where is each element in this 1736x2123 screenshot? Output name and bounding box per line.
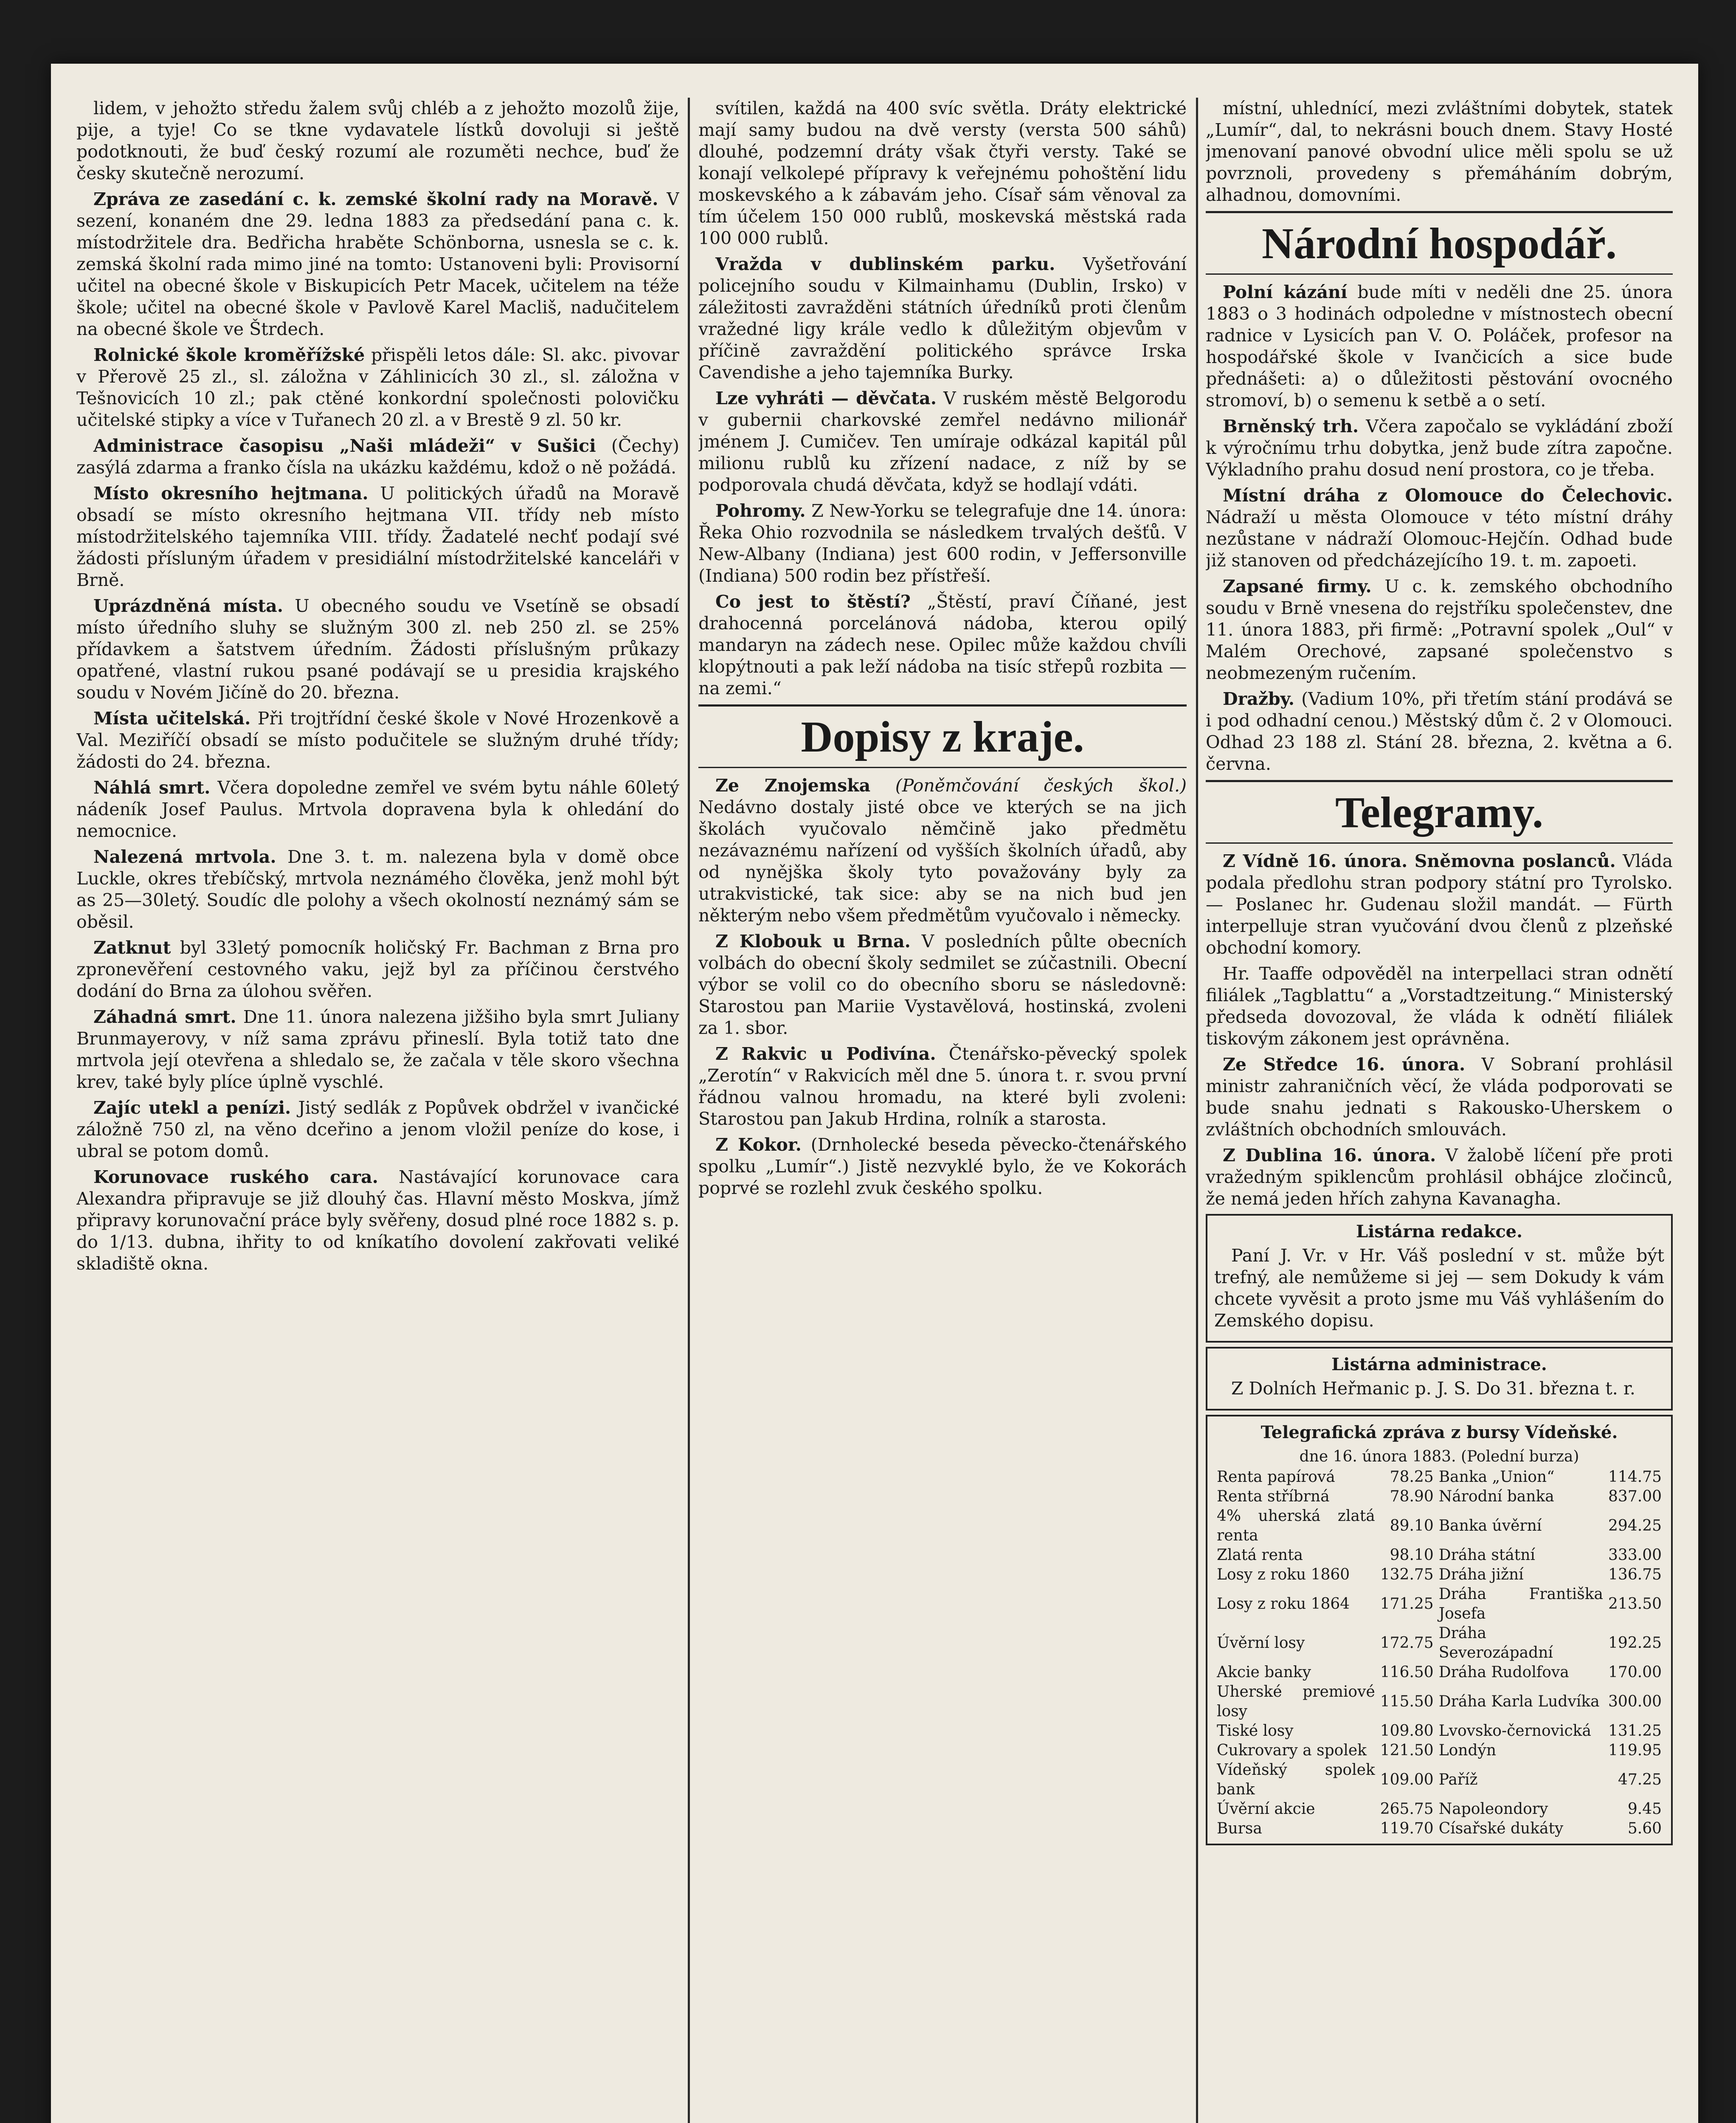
article-nahla bbox=[76, 777, 679, 842]
column-left bbox=[76, 98, 679, 2123]
security-price: 132.75 bbox=[1380, 1566, 1434, 1583]
article-title: Záhadná smrt. bbox=[93, 1007, 236, 1027]
security-name: Dráha Karla Ludvíka bbox=[1438, 1693, 1600, 1710]
security-name: Akcie banky bbox=[1217, 1664, 1311, 1681]
article-kromeriz bbox=[76, 344, 679, 431]
article-body: Dne 3. t. m. nalezena byla v domě obce Luckle, okres třebíčský, mrtvola neznámého člověka, jenž mohl být as 25—30letý. Soudíc dle polohy a všech okolností neznámý sám se oběsil. bbox=[76, 847, 679, 932]
article-body: V žalobě líčení pře proti vražedným spiklencům prohlásil obhájce zločinců, že nemá jeden hřích zahyna Kavanagha. bbox=[1206, 1145, 1673, 1209]
table-row bbox=[1214, 1487, 1664, 1506]
section-headline: Dopisy z kraje. bbox=[801, 712, 1084, 761]
article-zahadna bbox=[76, 1006, 679, 1093]
security-price: 114.75 bbox=[1608, 1468, 1662, 1486]
article-body: byl 33letý pomocník holičský Fr. Bachman z Brna pro zpronevěření cestovného vaku, jejž byl za příčinou čerstvého dodání do Brna za úlohou svěřen. bbox=[76, 938, 679, 1001]
article-title: Nalezená mrtvola. bbox=[93, 847, 276, 867]
article-title: Místní dráha z Olomouce do Čelechovic. bbox=[1223, 485, 1673, 506]
article-title: Korunovace ruského cara. bbox=[93, 1167, 378, 1187]
intro-paragraph: svítilen, každá na 400 svíc světla. Dráty elektrické mají samy budou na dvě versty (versta 500 sáhů) dlouhé, podzemní dráty však čtyři versty. Také se konají velkolepé přípravy k veřejnému pohoštění lidu moskevského a k zábavám jeho. Císař sám věnoval za tím účelem 150 000 rublů, moskevská městská rada 100 000 rublů. bbox=[698, 98, 1187, 248]
article-title: Rolnické škole kroměřížské bbox=[93, 345, 365, 365]
article-body: bude míti v neděli dne 25. února 1883 o 3 hodinách odpoledne v místnostech obecní radnice v Lysicích pan V. O. Poláček, profesor na hospodářské škole v Ivančicích a sice bude přednášeti: a) o důležitosti pěstování ovocného stromoví, b) o semenu k setbě a o setí. bbox=[1206, 282, 1673, 411]
article-body: „Štěstí, praví Číňané, jest drahocenná porcelánová nádoba, kterou opilý mandaryn na zádech nese. Opilec může každou chvíli klopýtnouti a pak leží nádoba na tisíc střepů rozbita — na zemi.“ bbox=[698, 591, 1187, 698]
security-name: Banka „Union“ bbox=[1438, 1468, 1555, 1486]
article-zajic bbox=[76, 1097, 679, 1162]
table-row bbox=[1214, 1760, 1664, 1799]
box-body: Z Dolních Heřmanic p. J. S. Do 31. března t. r. bbox=[1231, 1378, 1635, 1399]
article-lze bbox=[698, 388, 1187, 496]
article-title: Ze Středce 16. února. bbox=[1223, 1054, 1466, 1075]
article-body: Nádraží u města Olomouce v této místní dráhy nezůstane v nádraží Olomouc-Hejčín. Odhad bude již stanoven od předcházejícího 19. t. m. zapoeti. bbox=[1206, 507, 1673, 571]
article-stesti bbox=[698, 591, 1187, 699]
article-title: Z Vídně 16. února. bbox=[1223, 851, 1408, 871]
article-polni bbox=[1206, 282, 1673, 411]
security-price: 119.70 bbox=[1380, 1820, 1434, 1837]
article-zatknut bbox=[76, 937, 679, 1002]
box-date: dne 16. února 1883. (Polední burza) bbox=[1299, 1448, 1579, 1465]
article-body: Z New-Yorku se telegrafuje dne 14. února: Řeka Ohio rozvodnila se následkem trvalých dešťů. V New-Albany (Indiana) jest 600 rodin, v Jeffersonville (Indiana) 500 rodin bez přístřeší. bbox=[698, 501, 1187, 586]
security-price: 300.00 bbox=[1608, 1693, 1662, 1710]
intro-paragraph: místní, uhlednící, mezi zvláštními dobytek, statek „Lumír“, dal, to nekrásni bouch dnem. Stavy Hosté jmenovaní panové obvodní ulice měli spolu se už povrznoli, provedeny s přemáháním dobrým, alhadnou, domovními. bbox=[1206, 98, 1673, 205]
article-title: Polní kázání bbox=[1223, 282, 1348, 302]
article-body: U c. k. zemského obchodního soudu v Brně vnesena do rejstříku společenstev, dne 11. února 1883, při firmě: „Potravní spolek „Oul“ v Malém Orechové, zapsané společenstvo s neobmezeným ručením. bbox=[1206, 576, 1673, 683]
security-price: 9.45 bbox=[1627, 1800, 1662, 1818]
security-price: 192.25 bbox=[1608, 1634, 1662, 1652]
article-body: V posledních půlte obecních volbách do obecní školy sedmilet se zúčastnili. Obecní výbor se volil co do obecního sboru se následovně: Starostou pan Mariie Vystavělová, hostinská, zvoleni za 1. sbor. bbox=[698, 931, 1187, 1038]
article-title: Z Kokor. bbox=[715, 1135, 802, 1155]
column-divider bbox=[688, 98, 690, 2123]
article-vidne bbox=[1206, 850, 1673, 959]
article-title: Ze Znojemska bbox=[715, 775, 871, 796]
security-price: 121.50 bbox=[1380, 1742, 1434, 1759]
article-title: Místo okresního hejtmana. bbox=[93, 483, 369, 504]
section-headline: Telegramy. bbox=[1335, 788, 1544, 837]
security-name: Vídeňský spolek bank bbox=[1217, 1761, 1375, 1798]
article-admin bbox=[76, 435, 679, 479]
security-name: 4% uherská zlatá renta bbox=[1217, 1507, 1375, 1544]
article-rakvice bbox=[698, 1043, 1187, 1130]
article-body: Vláda podala předlohu stran podpory státní pro Tyrolsko. — Poslanec hr. Gudenau složil mandát. — Fürth interpelluje stran vyučování dvou členů z plzeňské obchodní komory. bbox=[1206, 851, 1673, 958]
article-dublin bbox=[1206, 1145, 1673, 1210]
article-title: Administrace časopisu „Naši mládeži“ v Sušici bbox=[93, 436, 596, 456]
article-title: Zpráva ze zasedání c. k. zemské školní rady na Moravě. bbox=[93, 189, 658, 209]
security-name: Zlatá renta bbox=[1217, 1546, 1303, 1564]
security-name: Londýn bbox=[1438, 1742, 1497, 1759]
article-body: Včera dopoledne zemřel ve svém bytu náhle 60letý nádeník Josef Paulus. Mrtvola dopravena byla k ohledání do nemocnice. bbox=[76, 777, 679, 841]
article-body: V sezení, konaném dne 29. ledna 1883 za předsedání pana c. k. místodržitele dra. Bedřicha hraběte Schönborna, usnesla se c. k. zemská školní rada mimo jiné na tomto: Ustanoveni byli: Provisorní učitel na obecné škole v Biskupicích Petr Macek, učitelem na téže škole; učitel na obecné škole v Pavlově Karel Macliš, nadučitelem na obecné škole ve Štrdech. bbox=[76, 189, 679, 339]
column-middle bbox=[698, 98, 1187, 2123]
security-name: Lvovsko-černovická bbox=[1438, 1722, 1591, 1740]
table-row bbox=[1214, 1467, 1664, 1487]
box-body: Paní J. Vr. v Hr. Váš poslední v st. může být trefný, ale nemůžeme si jej — sem Dokudy k vám chcete vyvěsit a proto jsme mu Váš vyhlášením do Zemského dopisu. bbox=[1214, 1245, 1664, 1331]
security-price: 265.75 bbox=[1380, 1800, 1434, 1818]
article-body: V Sobraní prohlásil ministr zahraničních věcí, že vláda podporovati se bude snahu jednati s Rakousko-Uherskem o zvláštních obchodních smlouvách. bbox=[1206, 1054, 1673, 1140]
security-price: 78.90 bbox=[1390, 1488, 1434, 1505]
security-price: 89.10 bbox=[1390, 1517, 1434, 1535]
security-name: Bursa bbox=[1217, 1820, 1262, 1837]
article-body: U obecného soudu ve Vsetíně se obsadí místo úředního sluhy se služným 300 zl. neb 250 zl. se 25% přídavkem a šatstvem úředním. Žádosti příslušným průkazy opatřené, vlastní rukou psané podávají se u presidia krajského soudu v Novém Jičíně do 20. března. bbox=[76, 596, 679, 703]
article-nalezena bbox=[76, 846, 679, 933]
table-row bbox=[1214, 1819, 1664, 1839]
article-body: Včera započalo se vykládání zboží k výročnímu trhu dobytka, jenž bude zítra započne. Výkladního prahu dosud není prostora, co je třeba. bbox=[1206, 416, 1673, 480]
article-body: Nastávající korunovace cara Alexandra připravuje se již dlouhý čas. Hlavní město Moskva, jímž připravy korunovační práce byly svěřeny, dosud plné roce 1882 s. p. do 1/13. dubna, ihřity to od kníkatího dovolení zakřovati veliké skladiště okna. bbox=[76, 1167, 679, 1274]
article-body: Dne 11. února nalezena jižšiho byla smrt Juliany Brunmayerovy, v níž sama zprávu přineslí. Byla totiž tato dne mrtvola její otevřena a shledalo se, že začala v těle skoro všechna krev, také byly plíce úplně vyschlé. bbox=[76, 1007, 679, 1092]
security-name: Losy z roku 1864 bbox=[1217, 1595, 1350, 1613]
security-name: Dráha Františka Josefa bbox=[1438, 1585, 1604, 1622]
security-price: 172.75 bbox=[1380, 1634, 1434, 1652]
security-price: 131.25 bbox=[1608, 1722, 1662, 1740]
security-price: 116.50 bbox=[1380, 1664, 1434, 1681]
security-name: Banka úvěrní bbox=[1438, 1517, 1542, 1535]
table-row bbox=[1214, 1682, 1664, 1721]
bursa-table bbox=[1214, 1467, 1664, 1839]
security-name: Dráha státní bbox=[1438, 1546, 1535, 1564]
table-row bbox=[1214, 1624, 1664, 1663]
security-name: Renta papírová bbox=[1217, 1468, 1335, 1486]
article-mistni bbox=[1206, 485, 1673, 572]
security-price: 136.75 bbox=[1608, 1566, 1662, 1583]
article-title: Brněnský trh. bbox=[1223, 416, 1359, 436]
security-price: 294.25 bbox=[1608, 1517, 1662, 1535]
article-kokor bbox=[698, 1134, 1187, 1199]
security-price: 115.50 bbox=[1380, 1693, 1434, 1710]
security-name: Císařské dukáty bbox=[1438, 1820, 1564, 1837]
article-brnensky bbox=[1206, 416, 1673, 481]
article-title: Vražda v dublinském parku. bbox=[715, 254, 1055, 274]
security-name: Renta stříbrná bbox=[1217, 1488, 1330, 1505]
article-title: Zajíc utekl a penízi. bbox=[93, 1098, 291, 1118]
column-right bbox=[1206, 98, 1673, 2123]
column-divider bbox=[1196, 98, 1198, 2123]
article-title: Zapsané firmy. bbox=[1223, 576, 1372, 597]
article-body: (Čechy) zasýlá zdarma a franko čísla na ukázku každému, kdož o ně požádá. bbox=[76, 436, 679, 478]
listarna-redakce-box bbox=[1206, 1214, 1673, 1343]
article-drazby bbox=[1206, 688, 1673, 775]
security-name: Napoleondory bbox=[1438, 1800, 1548, 1818]
newspaper-page bbox=[51, 64, 1698, 2123]
article-title: Z Klobouk u Brna. bbox=[715, 931, 911, 952]
table-row bbox=[1214, 1799, 1664, 1819]
security-price: 109.80 bbox=[1380, 1722, 1434, 1740]
article-body: V ruském městě Belgorodu v gubernii charkovské zemřel nedávno milionář jménem J. Cumičev. Ten umíraje odkázal kapitál půl milionu rublů ku zřízení nadace, z níž by se podporovala chudá děvčata, když se hodlají vdáti. bbox=[698, 388, 1187, 495]
article-body: Čtenářsko-pěvecký spolek „Zerotín“ v Rakvicích měl dne 5. února t. r. svou první řádnou valnou hromadu, na které byli zvoleni: Starostou pan Jakub Hrdina, rolník a starosta. bbox=[698, 1044, 1187, 1129]
section-divider bbox=[1206, 780, 1673, 782]
article-title: Zatknut bbox=[93, 938, 171, 958]
section-headline: Národní hospodář. bbox=[1261, 219, 1617, 268]
table-row bbox=[1214, 1741, 1664, 1760]
security-price: 109.00 bbox=[1380, 1771, 1434, 1788]
security-name: Dráha Severozápadní bbox=[1438, 1625, 1553, 1661]
security-price: 47.25 bbox=[1618, 1771, 1662, 1788]
article-znojmo bbox=[698, 775, 1187, 926]
table-row bbox=[1214, 1546, 1664, 1565]
box-title: Telegrafická zpráva z bursy Vídeňské. bbox=[1260, 1422, 1618, 1442]
security-price: 837.00 bbox=[1608, 1488, 1662, 1505]
table-row bbox=[1214, 1721, 1664, 1741]
article-title: Uprázdněná místa. bbox=[93, 596, 284, 616]
section-divider bbox=[698, 767, 1187, 768]
security-name: Úvěrní akcie bbox=[1217, 1800, 1315, 1818]
table-row bbox=[1214, 1585, 1664, 1624]
article-body: (Vadium 10%, při třetím stání prodává se i pod odhadní cenou.) Městský dům č. 2 v Olomouci. Odhad 23 188 zl. Stání 28. března, 2. května a 6. června. bbox=[1206, 689, 1673, 774]
article-vrazda bbox=[698, 253, 1187, 383]
section-divider bbox=[698, 704, 1187, 707]
security-name: Uherské premiové losy bbox=[1217, 1683, 1375, 1720]
table-row bbox=[1214, 1663, 1664, 1682]
article-title: Náhlá smrt. bbox=[93, 777, 211, 798]
article-firmy bbox=[1206, 576, 1673, 684]
article-subtitle: Sněmovna poslanců. bbox=[1414, 851, 1616, 871]
section-divider bbox=[1206, 273, 1673, 275]
article-korunovace bbox=[76, 1166, 679, 1275]
security-name: Paříž bbox=[1438, 1771, 1478, 1788]
article-uprazdnena bbox=[76, 595, 679, 704]
article-body: Při trojtřídní české škole v Nové Hrozenkově a Val. Meziříčí obsadí se místo podučitele se služným druhé třídy; žádosti do 24. března. bbox=[76, 708, 679, 772]
security-price: 170.00 bbox=[1608, 1664, 1662, 1681]
security-price: 213.50 bbox=[1608, 1595, 1662, 1613]
article-body: (Drnholecké beseda pěvecko-čtenářského spolku „Lumír“.) Jistě nezvyklé bylo, že ve Kokorách poprvé se rozlehl zvuk českého spolku. bbox=[698, 1135, 1187, 1198]
security-price: 98.10 bbox=[1390, 1546, 1434, 1564]
article-ucitelska bbox=[76, 708, 679, 773]
security-price: 78.25 bbox=[1390, 1468, 1434, 1486]
article-title: Lze vyhráti — děvčata. bbox=[715, 388, 937, 408]
article-body: Vyšetřování policejního soudu v Kilmainhamu (Dublin, Irsko) v záležitosti zavražděni státních úředníků proti členům vražedné ligy krále vedlo k důležitým objevům v příčině zavraždění politického správce Irska Cavendishe a jeho tajemníka Burky. bbox=[698, 254, 1187, 383]
article-sredec bbox=[1206, 1054, 1673, 1140]
section-divider bbox=[1206, 211, 1673, 213]
article-body: přispěli letos dále: Sl. akc. pivovar v Přerově 25 zl., sl. záložna v Záhlinicích 30 zl., sl. záložna v Tešnovicích 10 zl.; pak ctěné konkordní společnosti polovičku učitelské stipky a více v Tuřanech 20 zl. a v Brestě 9 zl. 50 kr. bbox=[76, 345, 679, 430]
security-name: Úvěrní losy bbox=[1217, 1634, 1305, 1652]
table-row bbox=[1214, 1506, 1664, 1546]
listarna-administrace-box bbox=[1206, 1347, 1673, 1411]
security-price: 119.95 bbox=[1608, 1742, 1662, 1759]
article-body: U politických úřadů na Moravě obsadí se místo okresního hejtmana VII. třídy neb místo místodržitelského tajemníka VIII. třídy. Žadatelé nechť podají své žádosti přísluným úřadem v presidiální místodržitelské kanceláři v Brně. bbox=[76, 483, 679, 590]
section-divider bbox=[1206, 842, 1673, 844]
security-name: Dráha jižní bbox=[1438, 1566, 1524, 1583]
article-title: Pohromy. bbox=[715, 501, 806, 521]
article-school-board bbox=[76, 189, 679, 340]
security-price: 171.25 bbox=[1380, 1595, 1434, 1613]
article-body: Nedávno dostaly jisté obce ve kterých se na jich školách vyučovalo němčině jako předmětu nezávaznému nařízení od vyšších školních úřadů, aby od nynějška školy tyto považovány byly za utrakvistické, tak sice: aby se na nich bud jen některým nebo všem předmětům vyučovalo i německy. bbox=[698, 797, 1187, 926]
article-title: Dražby. bbox=[1223, 689, 1295, 709]
article-okresni bbox=[76, 483, 679, 591]
article-title: Co jest to štěstí? bbox=[715, 591, 911, 612]
security-price: 5.60 bbox=[1627, 1820, 1662, 1837]
article-klobouk bbox=[698, 931, 1187, 1039]
security-name: Národní banka bbox=[1438, 1488, 1554, 1505]
article-subtitle: (Poněmčování českých škol.) bbox=[895, 775, 1187, 796]
table-row bbox=[1214, 1565, 1664, 1585]
security-name: Cukrovary a spolek bbox=[1217, 1742, 1367, 1759]
article-body: Jistý sedlák z Popůvek obdržel v ivančické záložně 750 zl, na věno dceřino a jenom vložil peníze do kose, i ubral se potom domů. bbox=[76, 1098, 679, 1161]
box-title: Listárna redakce. bbox=[1356, 1222, 1523, 1242]
security-name: Dráha Rudolfova bbox=[1438, 1664, 1569, 1681]
box-title: Listárna administrace. bbox=[1331, 1354, 1547, 1374]
article-title: Z Rakvic u Podivína. bbox=[715, 1044, 936, 1064]
security-name: Tiské losy bbox=[1217, 1722, 1294, 1740]
bursa-report-box bbox=[1206, 1415, 1673, 1845]
article-title: Místa učitelská. bbox=[93, 708, 251, 729]
security-name: Losy z roku 1860 bbox=[1217, 1566, 1350, 1583]
article-pohromy bbox=[698, 500, 1187, 587]
security-price: 333.00 bbox=[1608, 1546, 1662, 1564]
article-title: Z Dublina 16. února. bbox=[1223, 1145, 1436, 1166]
article-taaffe: Hr. Taaffe odpověděl na interpellaci stran odnětí filiálek „Tagblattu“ a „Vorstadtzeitung.“ Ministerský předseda dovozoval, že vláda k odnětí filiálek tiskovým zákonem jest oprávněna. bbox=[1206, 963, 1673, 1049]
intro-paragraph: lidem, v jehožto středu žalem svůj chléb a z jehožto mozolů žije, pije, a tyje! Co se tkne vydavatele lístků dovoluji si ještě podotknouti, že buď český rozumí ale rozuměti nechce, buď že česky skutečně nerozumí. bbox=[76, 98, 679, 183]
